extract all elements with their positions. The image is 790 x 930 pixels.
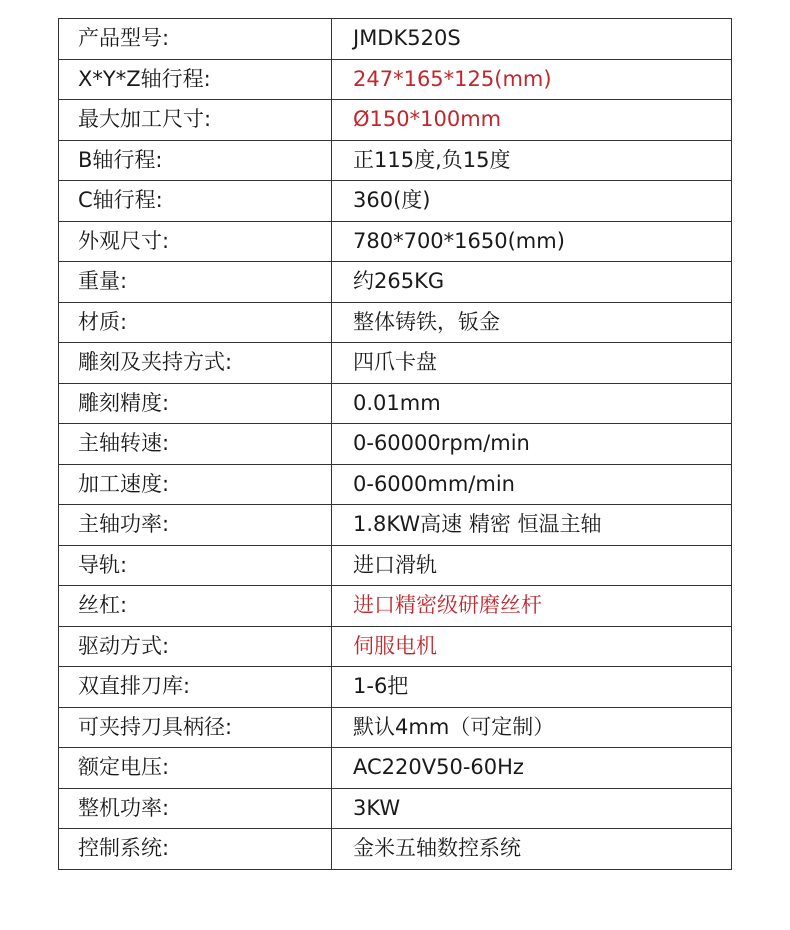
spec-value: 金米五轴数控系统: [332, 829, 732, 870]
spec-label: 主轴转速:: [59, 424, 332, 465]
spec-value: 进口精密级研磨丝杆: [332, 586, 732, 627]
spec-label: 雕刻及夹持方式:: [59, 343, 332, 384]
spec-label: 雕刻精度:: [59, 383, 332, 424]
spec-value: 247*165*125(mm): [332, 59, 732, 100]
spec-label: 导轨:: [59, 545, 332, 586]
spec-label: 控制系统:: [59, 829, 332, 870]
spec-label: 可夹持刀具柄径:: [59, 707, 332, 748]
spec-table-body: [59, 19, 732, 870]
spec-row: [59, 586, 732, 627]
spec-value: 3KW: [332, 788, 732, 829]
spec-table: [58, 18, 732, 870]
spec-label: 双直排刀库:: [59, 667, 332, 708]
spec-value: JMDK520S: [332, 19, 732, 60]
spec-row: [59, 343, 732, 384]
spec-value: 0-60000rpm/min: [332, 424, 732, 465]
spec-row: [59, 545, 732, 586]
spec-label: 最大加工尺寸:: [59, 100, 332, 141]
spec-row: [59, 464, 732, 505]
spec-row: [59, 181, 732, 222]
spec-value: 0-6000mm/min: [332, 464, 732, 505]
spec-label: 加工速度:: [59, 464, 332, 505]
spec-label: 额定电压:: [59, 748, 332, 789]
spec-value: 伺服电机: [332, 626, 732, 667]
spec-value: 1-6把: [332, 667, 732, 708]
spec-row: [59, 707, 732, 748]
spec-value: AC220V50-60Hz: [332, 748, 732, 789]
spec-label: 主轴功率:: [59, 505, 332, 546]
spec-row: [59, 59, 732, 100]
spec-label: X*Y*Z轴行程:: [59, 59, 332, 100]
spec-row: [59, 505, 732, 546]
spec-value: 780*700*1650(mm): [332, 221, 732, 262]
spec-row: [59, 100, 732, 141]
spec-row: [59, 667, 732, 708]
spec-value: 1.8KW高速 精密 恒温主轴: [332, 505, 732, 546]
spec-label: 整机功率:: [59, 788, 332, 829]
spec-label: 外观尺寸:: [59, 221, 332, 262]
spec-value: 默认4mm（可定制）: [332, 707, 732, 748]
spec-value: 正115度,负15度: [332, 140, 732, 181]
spec-row: [59, 140, 732, 181]
spec-row: [59, 262, 732, 303]
spec-row: [59, 829, 732, 870]
spec-row: [59, 383, 732, 424]
spec-value: 四爪卡盘: [332, 343, 732, 384]
spec-value: 整体铸铁，钣金: [332, 302, 732, 343]
spec-row: [59, 19, 732, 60]
spec-row: [59, 626, 732, 667]
spec-label: 丝杠:: [59, 586, 332, 627]
spec-row: [59, 788, 732, 829]
spec-label: C轴行程:: [59, 181, 332, 222]
spec-value: 0.01mm: [332, 383, 732, 424]
spec-row: [59, 424, 732, 465]
spec-label: 产品型号:: [59, 19, 332, 60]
spec-row: [59, 748, 732, 789]
spec-row: [59, 302, 732, 343]
spec-label: 重量:: [59, 262, 332, 303]
spec-row: [59, 221, 732, 262]
spec-label: 材质:: [59, 302, 332, 343]
spec-value: Ø150*100mm: [332, 100, 732, 141]
spec-value: 约265KG: [332, 262, 732, 303]
spec-value: 360(度): [332, 181, 732, 222]
spec-label: B轴行程:: [59, 140, 332, 181]
spec-value: 进口滑轨: [332, 545, 732, 586]
spec-label: 驱动方式:: [59, 626, 332, 667]
